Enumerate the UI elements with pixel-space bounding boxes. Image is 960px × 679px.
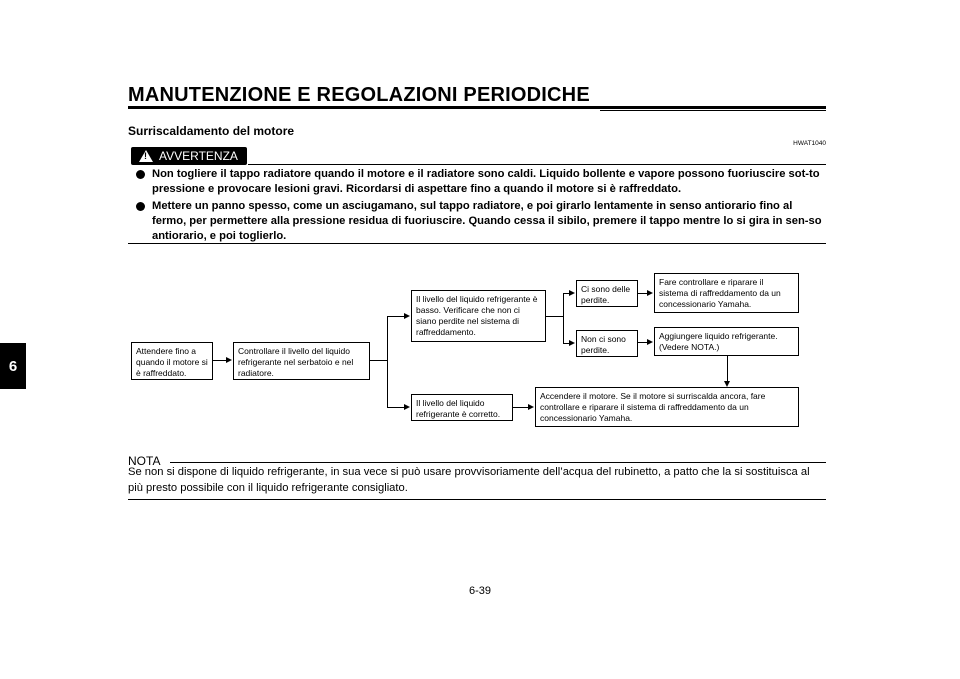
flow-box-level-ok: Il livello del liquido refrigerante è corretto. xyxy=(411,394,513,421)
note-label: NOTA xyxy=(128,454,161,468)
flow-box-add-coolant: Aggiungere liquido refrigerante. (Vedere NOTA.) xyxy=(654,327,799,356)
warning-item xyxy=(128,167,826,197)
flow-box-check-level: Controllare il livello del liquido refrigerante nel serbatoio e nel radiatore. xyxy=(233,342,370,380)
flow-arrow xyxy=(647,290,653,296)
bullet-icon xyxy=(136,170,145,179)
page-number: 6-39 xyxy=(468,585,492,597)
flow-box-wait: Attendere fino a quando il motore si è raffreddato. xyxy=(131,342,213,380)
bullet-icon xyxy=(136,202,145,211)
flow-line xyxy=(638,342,647,343)
warning-badge xyxy=(131,147,247,165)
flow-line xyxy=(513,407,528,408)
warning-list xyxy=(128,167,826,246)
flow-arrow xyxy=(404,313,410,319)
flow-line xyxy=(387,316,388,408)
flow-arrow xyxy=(226,357,232,363)
warning-bottom-rule xyxy=(128,243,826,244)
flow-line xyxy=(213,360,226,361)
flow-arrow xyxy=(404,404,410,410)
flow-box-leaks-no: Non ci sono perdite. xyxy=(576,330,638,357)
warning-item xyxy=(128,199,826,244)
page-title: MANUTENZIONE E REGOLAZIONI PERIODICHE xyxy=(128,84,590,106)
flow-line xyxy=(370,360,387,361)
flow-arrow xyxy=(569,340,575,346)
flow-arrow xyxy=(724,381,730,387)
flow-line xyxy=(387,407,404,408)
flow-box-level-low: Il livello del liquido refrigerante è basso. Verificare che non ci siano perdite nel sistema di raffreddamento. xyxy=(411,290,546,342)
flow-line xyxy=(546,316,563,317)
warning-item-text: Mettere un panno spesso, come un asciugamano, sul tappo radiatore, e poi girarlo lentamente in senso antiorario fino al fermo, per permettere alla pressione residua di fuoriuscire. Quando cessa il sibilo, premere il tappo mentre lo si gira in sen-so antiorario, e poi toglierlo. xyxy=(152,200,822,242)
section-heading: Surriscaldamento del motore xyxy=(128,124,295,138)
warning-item-text: Non togliere il tappo radiatore quando il motore e il radiatore sono caldi. Liquido bollente e vapore possono fuoriuscire sot-to pressione e provocare lesioni gravi. Ricordarsi di aspettare fino a quando il motore si è raffreddato. xyxy=(152,168,820,195)
flow-arrow xyxy=(569,290,575,296)
flow-line xyxy=(563,293,564,344)
flow-box-start-engine: Accendere il motore. Se il motore si surriscalda ancora, fare controllare e riparare il sistema di raffreddamento da un concessionario Yamaha. xyxy=(535,387,799,427)
flow-box-dealer-repair: Fare controllare e riparare il sistema di raffreddamento da un concessionario Yamaha. xyxy=(654,273,799,313)
note-rule xyxy=(170,462,826,463)
flow-arrow xyxy=(647,339,653,345)
note-bottom-rule xyxy=(128,499,826,500)
flow-line xyxy=(727,356,728,381)
note-text: Se non si dispone di liquido refrigerante, in sua vece si può usare provvisoriamente dell’acqua del rubinetto, a patto che la si sostituisca al più presto possibile con il liquido refrigerante consigliato. xyxy=(128,466,810,494)
warning-triangle-icon xyxy=(139,150,153,162)
warning-rule xyxy=(248,164,826,165)
title-rule xyxy=(128,106,826,109)
flow-box-leaks-yes: Ci sono delle perdite. xyxy=(576,280,638,307)
document-code: HWAT1040 xyxy=(793,140,826,147)
title-rule-thin xyxy=(600,110,826,111)
flow-arrow xyxy=(528,404,534,410)
flow-line xyxy=(387,316,404,317)
flow-line xyxy=(638,293,647,294)
warning-label: AVVERTENZA xyxy=(159,149,238,163)
chapter-tab: 6 xyxy=(0,343,26,389)
